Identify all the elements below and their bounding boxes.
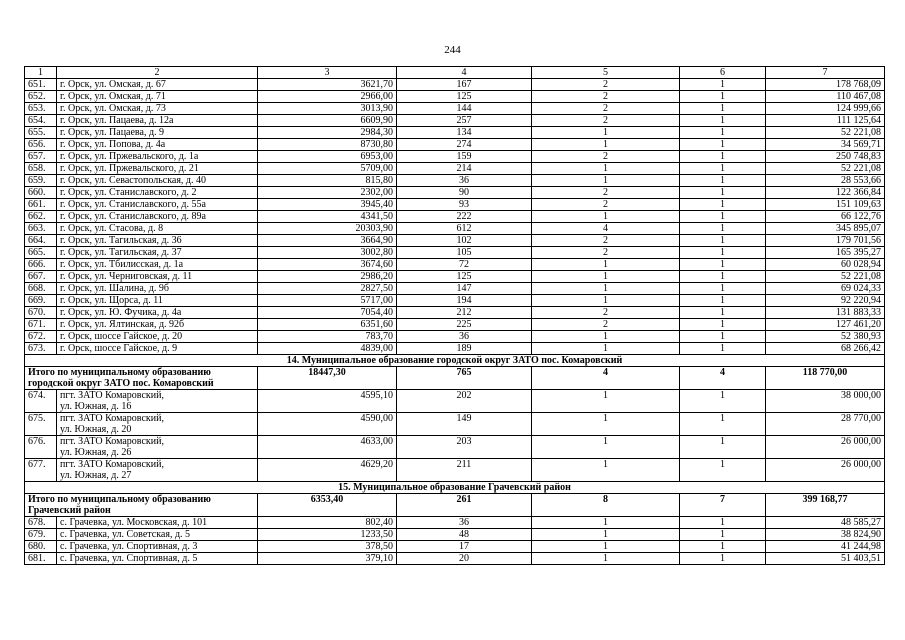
table-row — [25, 259, 885, 271]
residents-cell: 134 — [397, 127, 532, 139]
table-row — [25, 295, 885, 307]
residents-cell: 167 — [397, 79, 532, 91]
col5-cell: 1 — [532, 413, 680, 436]
header-cell-1: 1 — [25, 67, 57, 79]
area-cell: 3664,90 — [258, 235, 397, 247]
address-cell — [57, 390, 258, 413]
col5-cell: 2 — [532, 151, 680, 163]
col6-cell: 1 — [680, 259, 766, 271]
address-cell: г. Орск, шоссе Гайское, д. 20 — [57, 331, 258, 343]
area-cell: 3945,40 — [258, 199, 397, 211]
col6-cell: 1 — [680, 139, 766, 151]
address-cell: г. Орск, ул. Пацаева, д. 12а — [57, 115, 258, 127]
col6-cell: 1 — [680, 331, 766, 343]
col5-cell: 1 — [532, 175, 680, 187]
section-header-row — [25, 482, 885, 494]
address-line-1: пгт. ЗАТО Комаровский, — [60, 459, 164, 470]
section-title: 14. Муниципальное образование городской округ ЗАТО пос. Комаровский — [25, 355, 885, 367]
cost-cell: 127 461,20 — [766, 319, 885, 331]
area-cell: 20303,90 — [258, 223, 397, 235]
total-cell-c7: 118 770,00 — [766, 367, 885, 390]
table-row — [25, 390, 885, 413]
table-body — [25, 79, 885, 565]
row-number: 669. — [25, 295, 57, 307]
col5-cell: 1 — [532, 529, 680, 541]
table-row — [25, 151, 885, 163]
col5-cell: 4 — [532, 223, 680, 235]
col5-cell: 2 — [532, 307, 680, 319]
address-cell: г. Орск, шоссе Гайское, д. 9 — [57, 343, 258, 355]
table-row — [25, 517, 885, 529]
col5-cell: 1 — [532, 259, 680, 271]
col6-cell: 1 — [680, 529, 766, 541]
cost-cell: 110 467,08 — [766, 91, 885, 103]
residents-cell: 149 — [397, 413, 532, 436]
address-cell: с. Грачевка, ул. Московская, д. 101 — [57, 517, 258, 529]
row-number: 651. — [25, 79, 57, 91]
col5-cell: 1 — [532, 517, 680, 529]
residents-cell: 194 — [397, 295, 532, 307]
header-cell-3: 3 — [258, 67, 397, 79]
col5-cell: 2 — [532, 115, 680, 127]
residents-cell: 274 — [397, 139, 532, 151]
cost-cell: 28 770,00 — [766, 413, 885, 436]
address-line-1: пгт. ЗАТО Комаровский, — [60, 390, 164, 401]
total-row — [25, 367, 885, 390]
area-cell: 4629,20 — [258, 459, 397, 482]
col6-cell: 1 — [680, 390, 766, 413]
address-cell: г. Орск, ул. Черниговская, д. 11 — [57, 271, 258, 283]
col5-cell: 1 — [532, 283, 680, 295]
residents-cell: 36 — [397, 175, 532, 187]
area-cell: 3674,60 — [258, 259, 397, 271]
address-cell: г. Орск, ул. Пржевальского, д. 1а — [57, 151, 258, 163]
area-cell: 5717,00 — [258, 295, 397, 307]
header-cell-6: 6 — [680, 67, 766, 79]
residents-cell: 125 — [397, 91, 532, 103]
cost-cell: 26 000,00 — [766, 436, 885, 459]
row-number: 675. — [25, 413, 57, 436]
cost-cell: 165 395,27 — [766, 247, 885, 259]
col6-cell: 1 — [680, 436, 766, 459]
table-row — [25, 436, 885, 459]
address-cell: г. Орск, ул. Омская, д. 67 — [57, 79, 258, 91]
row-number: 667. — [25, 271, 57, 283]
address-cell: с. Грачевка, ул. Спортивная, д. 3 — [57, 541, 258, 553]
col6-cell: 1 — [680, 307, 766, 319]
row-number: 653. — [25, 103, 57, 115]
table-row — [25, 307, 885, 319]
total-cell-c4: 261 — [397, 494, 532, 517]
total-row — [25, 494, 885, 517]
area-cell: 4633,00 — [258, 436, 397, 459]
col5-cell: 1 — [532, 295, 680, 307]
area-cell: 3002,80 — [258, 247, 397, 259]
table-row — [25, 115, 885, 127]
address-line-2: ул. Южная, д. 27 — [60, 470, 132, 481]
address-cell: г. Орск, ул. Станиславского, д. 2 — [57, 187, 258, 199]
col5-cell: 2 — [532, 187, 680, 199]
residents-cell: 93 — [397, 199, 532, 211]
table-row — [25, 163, 885, 175]
cost-cell: 52 221,08 — [766, 127, 885, 139]
address-cell: г. Орск, ул. Щорса, д. 11 — [57, 295, 258, 307]
row-number: 662. — [25, 211, 57, 223]
residents-cell: 147 — [397, 283, 532, 295]
area-cell: 4595,10 — [258, 390, 397, 413]
area-cell: 4590,00 — [258, 413, 397, 436]
area-cell: 4341,50 — [258, 211, 397, 223]
col6-cell: 1 — [680, 199, 766, 211]
area-cell: 7054,40 — [258, 307, 397, 319]
col6-cell: 1 — [680, 103, 766, 115]
table-row — [25, 79, 885, 91]
area-cell: 4839,00 — [258, 343, 397, 355]
address-cell — [57, 459, 258, 482]
col6-cell: 1 — [680, 151, 766, 163]
address-cell: г. Орск, ул. Пацаева, д. 9 — [57, 127, 258, 139]
cost-cell: 60 028,94 — [766, 259, 885, 271]
cost-cell: 26 000,00 — [766, 459, 885, 482]
col5-cell: 1 — [532, 541, 680, 553]
header-row — [25, 67, 885, 79]
col6-cell: 1 — [680, 211, 766, 223]
table-row — [25, 175, 885, 187]
cost-cell: 178 768,09 — [766, 79, 885, 91]
residents-cell: 17 — [397, 541, 532, 553]
table-row — [25, 413, 885, 436]
residents-cell: 189 — [397, 343, 532, 355]
address-cell: г. Орск, ул. Станиславского, д. 55а — [57, 199, 258, 211]
total-cell-c6: 7 — [680, 494, 766, 517]
col5-cell: 2 — [532, 103, 680, 115]
residents-cell: 225 — [397, 319, 532, 331]
address-cell — [57, 436, 258, 459]
cost-cell: 124 999,66 — [766, 103, 885, 115]
col5-cell: 1 — [532, 331, 680, 343]
cost-cell: 41 244,98 — [766, 541, 885, 553]
area-cell: 379,10 — [258, 553, 397, 565]
total-label: Итого по муниципальному образованию Грачевский район — [25, 494, 258, 517]
row-number: 680. — [25, 541, 57, 553]
residents-cell: 222 — [397, 211, 532, 223]
row-number: 665. — [25, 247, 57, 259]
area-cell: 815,80 — [258, 175, 397, 187]
page-number: 244 — [444, 44, 461, 56]
col6-cell: 1 — [680, 247, 766, 259]
table-row — [25, 553, 885, 565]
area-cell: 1233,50 — [258, 529, 397, 541]
total-cell-c3: 6353,40 — [258, 494, 397, 517]
col6-cell: 1 — [680, 283, 766, 295]
header-cell-5: 5 — [532, 67, 680, 79]
cost-cell: 131 883,33 — [766, 307, 885, 319]
address-cell: г. Орск, ул. Ялтинская, д. 92б — [57, 319, 258, 331]
col5-cell: 1 — [532, 459, 680, 482]
residents-cell: 36 — [397, 331, 532, 343]
cost-cell: 92 220,94 — [766, 295, 885, 307]
total-cell-c5: 4 — [532, 367, 680, 390]
col5-cell: 2 — [532, 79, 680, 91]
col6-cell: 1 — [680, 517, 766, 529]
residents-cell: 125 — [397, 271, 532, 283]
table-row — [25, 187, 885, 199]
cost-cell: 69 024,33 — [766, 283, 885, 295]
row-number: 664. — [25, 235, 57, 247]
table-row — [25, 331, 885, 343]
area-cell: 2966,00 — [258, 91, 397, 103]
address-cell — [57, 413, 258, 436]
section-header-row — [25, 355, 885, 367]
address-cell: г. Орск, ул. Омская, д. 71 — [57, 91, 258, 103]
cost-cell: 52 380,93 — [766, 331, 885, 343]
address-line-1: пгт. ЗАТО Комаровский, — [60, 436, 164, 447]
col6-cell: 1 — [680, 319, 766, 331]
cost-cell: 38 824,90 — [766, 529, 885, 541]
total-cell-c7: 399 168,77 — [766, 494, 885, 517]
cost-cell: 111 125,64 — [766, 115, 885, 127]
row-number: 670. — [25, 307, 57, 319]
col6-cell: 1 — [680, 175, 766, 187]
col5-cell: 1 — [532, 127, 680, 139]
residents-cell: 48 — [397, 529, 532, 541]
address-cell: г. Орск, ул. Пржевальского, д. 21 — [57, 163, 258, 175]
area-cell: 2827,50 — [258, 283, 397, 295]
table-row — [25, 541, 885, 553]
col6-cell: 1 — [680, 343, 766, 355]
table-row — [25, 529, 885, 541]
row-number: 657. — [25, 151, 57, 163]
col6-cell: 1 — [680, 223, 766, 235]
table-row — [25, 271, 885, 283]
row-number: 673. — [25, 343, 57, 355]
row-number: 671. — [25, 319, 57, 331]
row-number: 652. — [25, 91, 57, 103]
row-number: 678. — [25, 517, 57, 529]
cost-cell: 179 701,56 — [766, 235, 885, 247]
address-cell: с. Грачевка, ул. Спортивная, д. 5 — [57, 553, 258, 565]
table-row — [25, 139, 885, 151]
area-cell: 3013,90 — [258, 103, 397, 115]
area-cell: 2984,30 — [258, 127, 397, 139]
total-cell-c6: 4 — [680, 367, 766, 390]
table-row — [25, 343, 885, 355]
row-number: 672. — [25, 331, 57, 343]
address-line-2: ул. Южная, д. 16 — [60, 401, 132, 412]
col6-cell: 1 — [680, 79, 766, 91]
table-row — [25, 319, 885, 331]
col5-cell: 2 — [532, 199, 680, 211]
row-number: 666. — [25, 259, 57, 271]
cost-cell: 34 569,71 — [766, 139, 885, 151]
row-number: 661. — [25, 199, 57, 211]
col6-cell: 1 — [680, 271, 766, 283]
cost-cell: 38 000,00 — [766, 390, 885, 413]
row-number: 674. — [25, 390, 57, 413]
residents-cell: 20 — [397, 553, 532, 565]
row-number: 681. — [25, 553, 57, 565]
cost-cell: 68 266,42 — [766, 343, 885, 355]
table-row — [25, 283, 885, 295]
residents-cell: 105 — [397, 247, 532, 259]
cost-cell: 66 122,76 — [766, 211, 885, 223]
residents-cell: 612 — [397, 223, 532, 235]
cost-cell: 48 585,27 — [766, 517, 885, 529]
col6-cell: 1 — [680, 553, 766, 565]
col5-cell: 1 — [532, 271, 680, 283]
col5-cell: 2 — [532, 91, 680, 103]
address-line-2: ул. Южная, д. 20 — [60, 424, 132, 435]
area-cell: 5709,00 — [258, 163, 397, 175]
row-number: 658. — [25, 163, 57, 175]
address-cell: г. Орск, ул. Шалина, д. 9б — [57, 283, 258, 295]
row-number: 656. — [25, 139, 57, 151]
col5-cell: 1 — [532, 139, 680, 151]
table-row — [25, 91, 885, 103]
col5-cell: 2 — [532, 247, 680, 259]
residents-cell: 72 — [397, 259, 532, 271]
address-cell: г. Орск, ул. Попова, д. 4а — [57, 139, 258, 151]
address-line-1: пгт. ЗАТО Комаровский, — [60, 413, 164, 424]
residents-cell: 36 — [397, 517, 532, 529]
total-cell-c4: 765 — [397, 367, 532, 390]
col6-cell: 1 — [680, 187, 766, 199]
col6-cell: 1 — [680, 235, 766, 247]
cost-cell: 250 748,83 — [766, 151, 885, 163]
header-cell-4: 4 — [397, 67, 532, 79]
register-table — [24, 66, 885, 565]
col6-cell: 1 — [680, 541, 766, 553]
residents-cell: 202 — [397, 390, 532, 413]
row-number: 677. — [25, 459, 57, 482]
col6-cell: 1 — [680, 127, 766, 139]
table-row — [25, 247, 885, 259]
area-cell: 6953,00 — [258, 151, 397, 163]
address-cell: с. Грачевка, ул. Советская, д. 5 — [57, 529, 258, 541]
total-cell-c3: 18447,30 — [258, 367, 397, 390]
col5-cell: 1 — [532, 436, 680, 459]
col5-cell: 1 — [532, 553, 680, 565]
address-cell: г. Орск, ул. Станиславского, д. 89а — [57, 211, 258, 223]
cost-cell: 52 221,08 — [766, 163, 885, 175]
row-number: 676. — [25, 436, 57, 459]
area-cell: 6609,90 — [258, 115, 397, 127]
col5-cell: 1 — [532, 343, 680, 355]
cost-cell: 52 221,08 — [766, 271, 885, 283]
area-cell: 2302,00 — [258, 187, 397, 199]
cost-cell: 122 366,84 — [766, 187, 885, 199]
cost-cell: 151 109,63 — [766, 199, 885, 211]
col6-cell: 1 — [680, 413, 766, 436]
residents-cell: 214 — [397, 163, 532, 175]
address-cell: г. Орск, ул. Стасова, д. 8 — [57, 223, 258, 235]
address-cell: г. Орск, ул. Тагильская, д. 36 — [57, 235, 258, 247]
row-number: 663. — [25, 223, 57, 235]
residents-cell: 159 — [397, 151, 532, 163]
area-cell: 6351,60 — [258, 319, 397, 331]
residents-cell: 257 — [397, 115, 532, 127]
table-row — [25, 223, 885, 235]
col6-cell: 1 — [680, 163, 766, 175]
col5-cell: 1 — [532, 390, 680, 413]
section-title: 15. Муниципальное образование Грачевский район — [25, 482, 885, 494]
table-row — [25, 235, 885, 247]
address-line-2: ул. Южная, д. 26 — [60, 447, 132, 458]
residents-cell: 90 — [397, 187, 532, 199]
row-number: 659. — [25, 175, 57, 187]
cost-cell: 28 553,66 — [766, 175, 885, 187]
area-cell: 783,70 — [258, 331, 397, 343]
total-label: Итого по муниципальному образованию городской округ ЗАТО пос. Комаровский — [25, 367, 258, 390]
area-cell: 378,50 — [258, 541, 397, 553]
residents-cell: 211 — [397, 459, 532, 482]
residents-cell: 102 — [397, 235, 532, 247]
area-cell: 802,40 — [258, 517, 397, 529]
row-number: 654. — [25, 115, 57, 127]
area-cell: 2986,20 — [258, 271, 397, 283]
header-cell-7: 7 — [766, 67, 885, 79]
address-cell: г. Орск, ул. Омская, д. 73 — [57, 103, 258, 115]
address-cell: г. Орск, ул. Севастопольская, д. 40 — [57, 175, 258, 187]
table-row — [25, 127, 885, 139]
table-row — [25, 103, 885, 115]
row-number: 668. — [25, 283, 57, 295]
cost-cell: 51 403,51 — [766, 553, 885, 565]
col5-cell: 1 — [532, 211, 680, 223]
header-cell-2: 2 — [57, 67, 258, 79]
col6-cell: 1 — [680, 459, 766, 482]
col6-cell: 1 — [680, 91, 766, 103]
total-cell-c5: 8 — [532, 494, 680, 517]
col5-cell: 2 — [532, 235, 680, 247]
row-number: 660. — [25, 187, 57, 199]
table-row — [25, 211, 885, 223]
col6-cell: 1 — [680, 295, 766, 307]
address-cell: г. Орск, ул. Тагильская, д. 37 — [57, 247, 258, 259]
row-number: 655. — [25, 127, 57, 139]
area-cell: 3621,70 — [258, 79, 397, 91]
area-cell: 8730,80 — [258, 139, 397, 151]
table-row — [25, 199, 885, 211]
cost-cell: 345 895,07 — [766, 223, 885, 235]
residents-cell: 212 — [397, 307, 532, 319]
address-cell: г. Орск, ул. Ю. Фучика, д. 4а — [57, 307, 258, 319]
col5-cell: 1 — [532, 163, 680, 175]
row-number: 679. — [25, 529, 57, 541]
col5-cell: 2 — [532, 319, 680, 331]
residents-cell: 144 — [397, 103, 532, 115]
table-row — [25, 459, 885, 482]
address-cell: г. Орск, ул. Тбилисская, д. 1а — [57, 259, 258, 271]
col6-cell: 1 — [680, 115, 766, 127]
residents-cell: 203 — [397, 436, 532, 459]
